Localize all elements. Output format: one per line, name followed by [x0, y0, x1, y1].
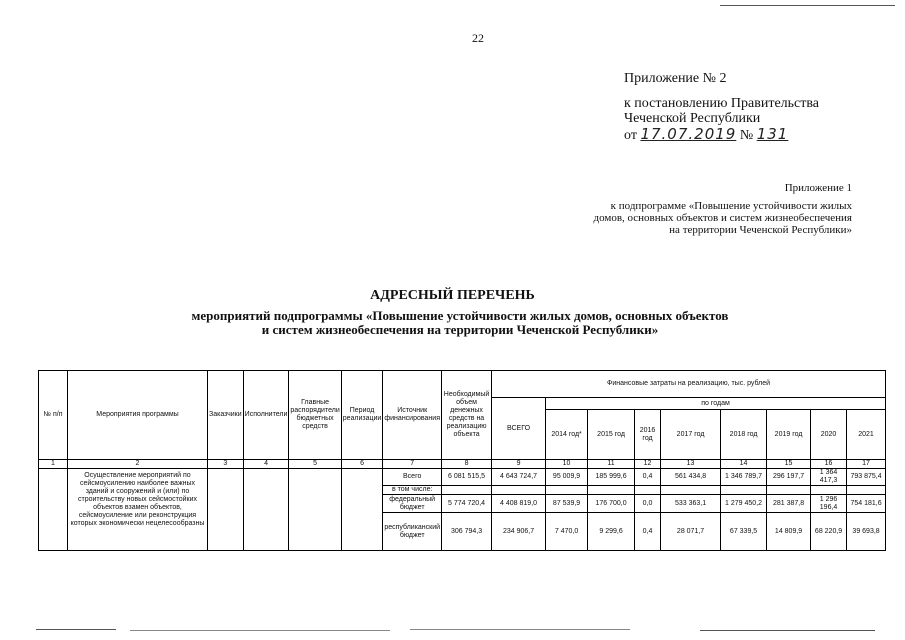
year-cell: 185 999,6	[588, 469, 635, 486]
year-cell: 9 299,6	[588, 513, 635, 551]
year-cell: 67 339,5	[721, 513, 767, 551]
appendix1-line2: домов, основных объектов и систем жизнеобеспечения	[593, 212, 852, 224]
required-cell: 5 774 720,4	[442, 495, 492, 513]
year-cell: 281 387,8	[767, 495, 811, 513]
appendix1-title: Приложение 1	[784, 182, 852, 194]
year-cell: 28 071,7	[661, 513, 721, 551]
appendix2-line2: Чеченской Республики	[624, 111, 761, 126]
col-number: 7	[383, 460, 442, 469]
header-period: Период реализации	[341, 371, 383, 460]
number-label: №	[739, 128, 754, 143]
year-cell: 296 197,7	[767, 469, 811, 486]
year-cell: 1 279 450,2	[721, 495, 767, 513]
document-subtitle-line2: и систем жизнеобеспечения на территории Чеченской Республики»	[261, 322, 659, 337]
col-number: 6	[341, 460, 383, 469]
year-cell: 1 346 789,7	[721, 469, 767, 486]
decree-number: 131	[756, 125, 789, 143]
col-number: 15	[767, 460, 811, 469]
col-number: 17	[847, 460, 886, 469]
appendix1-subtitle	[512, 200, 852, 236]
source-cell: в том числе:	[383, 486, 442, 495]
total-cell: 4 408 819,0	[492, 495, 546, 513]
year-cell: 0,4	[635, 513, 661, 551]
scan-artifact-top	[720, 5, 900, 7]
year-cell: 561 434,8	[661, 469, 721, 486]
header-fin-costs: Финансовые затраты на реализацию, тыс. рублей	[492, 371, 886, 398]
header-year: 2016 год	[635, 410, 661, 460]
year-cell: 176 700,0	[588, 495, 635, 513]
appendix1-line3: на территории Чеченской Республики»	[669, 224, 852, 236]
year-cell: 754 181,6	[847, 495, 886, 513]
header-total: ВСЕГО	[492, 398, 546, 460]
source-cell: федеральный бюджет	[383, 495, 442, 513]
header-num: № п/п	[39, 371, 68, 460]
header-year: 2021	[847, 410, 886, 460]
col-number: 9	[492, 460, 546, 469]
document-subtitle-line1: мероприятий подпрограммы «Повышение устойчивости жилых домов, основных объектов	[191, 308, 729, 323]
col-number: 14	[721, 460, 767, 469]
header-year: 2017 год	[661, 410, 721, 460]
col-number: 3	[208, 460, 244, 469]
appendix2-title: Приложение № 2	[624, 71, 727, 86]
from-label: от	[624, 128, 637, 143]
col-number: 5	[289, 460, 341, 469]
header-year: 2019 год	[767, 410, 811, 460]
header-managers: Главные распорядители бюджетных средств	[289, 371, 341, 460]
decree-date-number	[624, 125, 788, 144]
col-number: 13	[661, 460, 721, 469]
header-year: 2015 год	[588, 410, 635, 460]
source-cell: Всего	[383, 469, 442, 486]
header-year: 2020	[811, 410, 847, 460]
document-title: АДРЕСНЫЙ ПЕРЕЧЕНЬ	[370, 288, 535, 303]
header-measures: Мероприятия программы	[68, 371, 208, 460]
year-cell: 68 220,9	[811, 513, 847, 551]
header-source: Источник финансирования	[383, 371, 442, 460]
address-list-table	[38, 370, 886, 551]
col-number: 11	[588, 460, 635, 469]
col-number: 10	[546, 460, 588, 469]
scan-artifact-bottom	[0, 628, 905, 634]
header-by-years: по годам	[546, 398, 886, 410]
total-cell: 234 906,7	[492, 513, 546, 551]
year-cell: 7 470,0	[546, 513, 588, 551]
total-cell: 4 643 724,7	[492, 469, 546, 486]
col-number: 8	[442, 460, 492, 469]
header-customers: Заказчики	[208, 371, 244, 460]
source-cell: республиканский бюджет	[383, 513, 442, 551]
header-required: Необходимый объем денежных средств на реализацию объекта	[442, 371, 492, 460]
appendix2-block	[624, 71, 819, 126]
appendix2-line1: к постановлению Правительства	[624, 96, 820, 111]
col-number: 1	[39, 460, 68, 469]
header-year: 2014 год*	[546, 410, 588, 460]
year-cell: 1 296 196,4	[811, 495, 847, 513]
header-executors: Исполнители	[243, 371, 289, 460]
year-cell: 1 364 417,3	[811, 469, 847, 486]
year-cell: 533 363,1	[661, 495, 721, 513]
year-cell: 87 539,9	[546, 495, 588, 513]
document-subtitle	[140, 309, 780, 337]
col-number: 2	[68, 460, 208, 469]
year-cell: 95 009,9	[546, 469, 588, 486]
decree-date: 17.07.2019	[640, 125, 737, 143]
year-cell: 0,0	[635, 495, 661, 513]
year-cell: 793 875,4	[847, 469, 886, 486]
appendix1-line1: к подпрограмме «Повышение устойчивости жилых	[610, 200, 852, 212]
col-number: 12	[635, 460, 661, 469]
year-cell: 0,4	[635, 469, 661, 486]
table-row	[39, 469, 886, 486]
header-year: 2018 год	[721, 410, 767, 460]
col-number: 16	[811, 460, 847, 469]
page-number: 22	[472, 31, 484, 45]
column-number-row	[39, 460, 886, 469]
year-cell: 39 693,8	[847, 513, 886, 551]
col-number: 4	[243, 460, 289, 469]
year-cell: 14 809,9	[767, 513, 811, 551]
required-cell: 6 081 515,5	[442, 469, 492, 486]
measure-cell: Осуществление мероприятий по сейсмоусилению наиболее важных зданий и сооружений и (или) по строительству новых сейсмостойких объектов взамен объектов, сейсмоусиление или реконструкция которых экономически нецелесообразны	[68, 469, 208, 551]
required-cell: 306 794,3	[442, 513, 492, 551]
